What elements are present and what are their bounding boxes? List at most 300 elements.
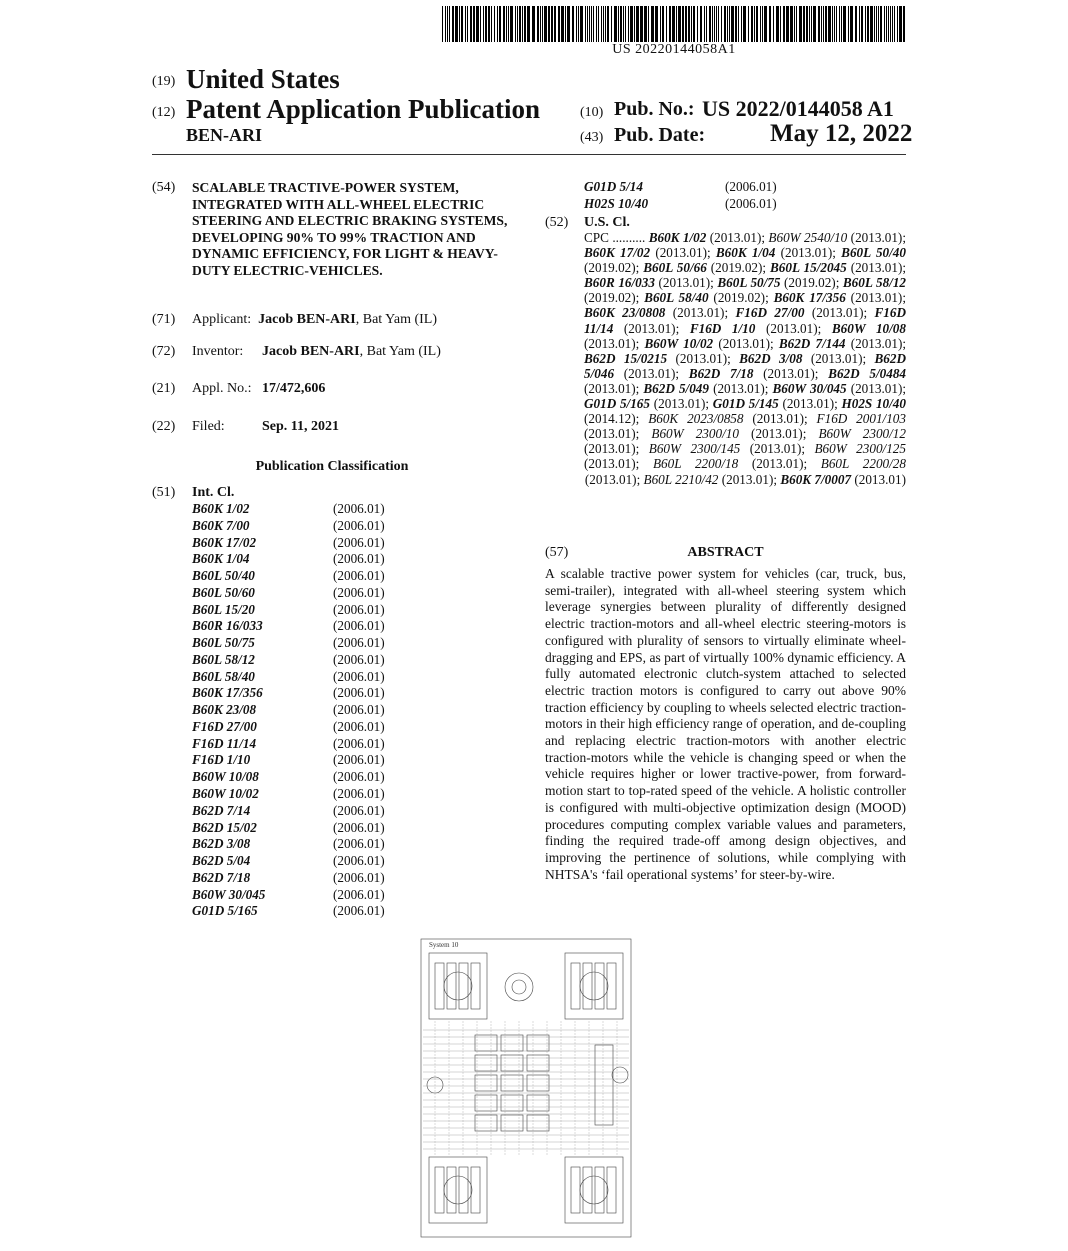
barcode-bar	[821, 6, 822, 42]
barcode-bar	[524, 6, 526, 42]
barcode-bar	[630, 6, 633, 42]
int-cl-code-value: B60W 10/08	[192, 769, 259, 785]
int-cl-row	[192, 870, 412, 887]
barcode-bar	[839, 6, 840, 42]
barcode-bar	[861, 6, 863, 42]
barcode-bar	[449, 6, 450, 42]
int-cl-code-value: B62D 5/04	[192, 853, 251, 869]
barcode-bar	[818, 6, 820, 42]
barcode-bar	[565, 6, 566, 42]
cpc-code: B60K 1/02	[648, 230, 707, 245]
barcode-bar	[634, 6, 635, 42]
cpc-version: (2013.01)	[854, 471, 906, 487]
int-cl-row	[584, 179, 804, 196]
barcode-bar	[783, 6, 785, 42]
barcode-bar	[455, 6, 458, 42]
int-cl-version: (2006.01)	[333, 668, 385, 684]
cpc-code: B60L 50/75	[717, 275, 781, 291]
motor-block	[447, 1167, 456, 1213]
barcode-bar	[666, 6, 667, 42]
patent-title: SCALABLE TRACTIVE-POWER SYSTEM, INTEGRATED WITH ALL-WHEEL ELECTRIC STEERING AND ELECTRIC BRAKING SYSTEMS, DEVELOPING 90% TO 99% TRACTION AND DYNAMIC EFFICIENCY, FOR LIGHT & HEAVY-DUTY ELECTRIC-VEHICLES.	[192, 180, 508, 278]
barcode-bar	[473, 6, 475, 42]
barcode-bar	[678, 6, 681, 42]
barcode-bar	[467, 6, 468, 42]
int-cl-row	[192, 602, 412, 619]
int-cl-row	[192, 903, 412, 920]
int-cl-version: (2006.01)	[333, 517, 385, 533]
controller-block	[501, 1035, 523, 1051]
barcode-bar	[445, 6, 446, 42]
int-cl-version: (2006.01)	[725, 179, 777, 194]
barcode-bar	[809, 6, 810, 42]
applicant-place: , Bat Yam (IL)	[355, 312, 438, 327]
cpc-code: B60L 58/40	[644, 290, 709, 306]
int-cl-version: (2006.01)	[333, 718, 385, 734]
pub-no-label: Pub. No.:	[614, 98, 695, 120]
figure-label: System 10	[429, 941, 459, 949]
cpc-code: B60W 2300/145	[648, 441, 741, 457]
barcode-bar	[648, 6, 649, 42]
cpc-code: B62D 5/049	[643, 380, 709, 396]
cpc-code: H02S 10/40	[841, 396, 906, 412]
cpc-code: B60W 2540/10	[768, 230, 848, 245]
cpc-code: B60K 7/0007	[780, 471, 852, 487]
barcode-bar	[834, 6, 835, 42]
barcode-bar	[876, 6, 877, 42]
motor-block	[583, 963, 592, 1009]
controller-block	[475, 1055, 497, 1071]
barcode-bar	[561, 6, 564, 42]
int-cl-version: (2006.01)	[333, 786, 385, 802]
barcode-bar	[651, 6, 654, 42]
controller-block	[501, 1055, 523, 1071]
barcode-bar	[476, 6, 479, 42]
cpc-version: (2013.01)	[584, 456, 636, 472]
barcode-bar	[721, 6, 722, 42]
code-43: (43)	[580, 130, 604, 145]
barcode-bar	[558, 6, 560, 42]
inventor-name: Jacob BEN-ARI	[262, 344, 360, 359]
cpc-classification: CPC .......... B60K 1/02 (2013.01); B60W 2540/10 (2013.01); B60K 17/02 (2013.01); B60K 1/04 (2013.01); B60L 50/40 (2019.02); B60L 50/66 (2019.02); B60L 15/2045 (2013.01); B60R 16/033 (2013.01); B60L 50/75 (2019.02); B60L 58/12 (2019.02); B60L 58/40 (2019.02); B60K 17/356 (2013.01); B60K 23/0808 (2013.01); F16D 27/00 (2013.01); F16D 11/14 (2013.01); F16D 1/10 (2013.01); B60W 10/08 (2013.01); B60W 10/02 (2013.01); B62D 7/144 (2013.01); B62D 15/0215 (2013.01); B62D 3/08 (2013.01); B62D 5/046 (2013.01); B62D 7/18 (2013.01); B62D 5/0484 (2013.01); B62D 5/049 (2013.01); B60W 30/045 (2013.01); G01D 5/165 (2013.01); G01D 5/145 (2013.01); H02S 10/40 (2014.12); B60K 2023/0858 (2013.01); F16D 2001/103 (2013.01); B60W 2300/10 (2013.01); B60W 2300/12 (2013.01); B60W 2300/145 (2013.01); B60W 2300/125 (2013.01); B60L 2200/18 (2013.01); B60L 2200/28 (2013.01); B60L 2210/42 (2013.01); B60K 7/0007 (2013.01)	[584, 230, 907, 487]
appl-no-value: 17/472,606	[262, 381, 326, 396]
barcode-bar	[886, 6, 887, 42]
barcode-bar	[623, 6, 624, 42]
drawing-frame	[421, 939, 631, 1237]
barcode-bar	[447, 6, 448, 42]
barcode-bar	[867, 6, 869, 42]
cpc-code: B60L 2200/18	[652, 456, 739, 472]
cpc-version: (2013.01)	[850, 290, 903, 306]
central-motor	[505, 973, 533, 1001]
cpc-version: (2013.01)	[810, 350, 863, 366]
barcode-bar	[605, 6, 606, 42]
inventor-field	[192, 344, 243, 360]
cpc-version: (2019.02)	[713, 290, 766, 306]
appl-no-label: Appl. No.:	[192, 381, 252, 396]
int-cl-code-value: B60K 17/356	[192, 685, 263, 701]
barcode-bar	[688, 6, 690, 42]
filed-code: (22)	[152, 419, 176, 434]
cpc-code: B62D 5/0484	[828, 365, 907, 381]
motor-block	[571, 963, 580, 1009]
barcode-bar	[751, 6, 753, 42]
barcode-bar	[452, 6, 454, 42]
cpc-version: (2013.01)	[718, 335, 770, 351]
cpc-version: (2013.01)	[623, 365, 676, 381]
cpc-version: (2013.01)	[850, 260, 903, 276]
controller-block	[501, 1075, 523, 1091]
barcode-bar	[813, 6, 816, 42]
barcode-bar	[769, 6, 771, 42]
controller-block	[527, 1095, 549, 1111]
barcode-bar	[865, 6, 866, 42]
barcode-bar	[644, 6, 647, 42]
barcode-bar	[494, 6, 495, 42]
barcode-bar	[551, 6, 553, 42]
int-cl-version: (2006.01)	[333, 685, 385, 701]
barcode-bar	[620, 6, 622, 42]
int-cl-code-value: B62D 7/14	[192, 802, 251, 818]
int-cl-version: (2006.01)	[333, 752, 385, 768]
int-cl-row	[584, 196, 804, 213]
barcode-bar	[470, 6, 472, 42]
int-cl-version: (2006.01)	[333, 651, 385, 667]
barcode-bar	[764, 6, 767, 42]
barcode-bar	[459, 6, 460, 42]
abstract-code: (57)	[545, 545, 569, 560]
motor-block	[571, 1167, 580, 1213]
barcode-bar	[662, 6, 664, 42]
motor-block	[607, 963, 616, 1009]
applicant-code: (71)	[152, 312, 176, 327]
barcode-bar	[578, 6, 579, 42]
publication-classification-heading: Publication Classification	[255, 459, 409, 474]
cpc-version: (2013.01)	[584, 335, 636, 351]
applicant-field	[192, 312, 437, 328]
barcode-bar	[894, 6, 895, 42]
abstract-heading: ABSTRACT	[687, 545, 764, 560]
int-cl-row	[192, 501, 412, 518]
barcode-bar	[685, 6, 687, 42]
cpc-version: (2019.02)	[584, 260, 636, 276]
cpc-code: B60L 2200/28	[820, 456, 906, 472]
barcode-bar	[760, 6, 761, 42]
controller-block	[527, 1075, 549, 1091]
int-cl-code-value: B60L 50/75	[192, 635, 255, 651]
pub-no: US 2022/0144058 A1	[702, 96, 894, 121]
barcode-bar	[589, 6, 590, 42]
int-cl-version: (2006.01)	[333, 819, 385, 835]
int-cl-version: (2006.01)	[333, 501, 385, 516]
barcode-bar	[735, 6, 737, 42]
cpc-code: B60W 2300/10	[651, 426, 739, 442]
barcode-bar	[587, 6, 588, 42]
cpc-version: (2013.01)	[850, 335, 903, 351]
barcode-bar	[716, 6, 717, 42]
barcode-bar	[731, 6, 734, 42]
barcode-bar	[897, 6, 898, 42]
cpc-version: (2013.01)	[653, 396, 706, 412]
barcode-bar	[727, 6, 728, 42]
barcode-bar	[527, 6, 530, 42]
barcode-bar	[532, 6, 535, 42]
int-cl-row	[192, 769, 412, 786]
barcode-bar	[828, 6, 831, 42]
int-cl-continued-list	[584, 179, 804, 213]
cpc-code: B60K 17/02	[584, 245, 651, 261]
barcode-bar	[519, 6, 521, 42]
header-divider	[152, 154, 906, 155]
barcode-bar	[776, 6, 779, 42]
cpc-version: (2013.01)	[751, 426, 803, 442]
int-cl-code-value: B60K 7/00	[192, 517, 250, 533]
int-cl-code-value: B60K 23/08	[192, 702, 257, 718]
int-cl-row	[192, 836, 412, 853]
int-cl-row	[192, 752, 412, 769]
int-cl-version: (2006.01)	[333, 869, 385, 885]
int-cl-version: (2006.01)	[333, 601, 385, 617]
int-cl-row	[192, 853, 412, 870]
int-cl-row	[192, 568, 412, 585]
filed-value: Sep. 11, 2021	[262, 419, 340, 434]
barcode-bar	[693, 6, 695, 42]
barcode-bar	[803, 6, 805, 42]
inventor-code: (72)	[152, 344, 176, 359]
int-cl-code-value: B60L 15/20	[192, 601, 255, 617]
int-cl-version: (2006.01)	[333, 836, 385, 852]
barcode-bar	[697, 6, 698, 42]
barcode-bar	[859, 6, 860, 42]
cpc-code: F16D 2001/103	[816, 411, 906, 427]
inventor-label: Inventor:	[192, 344, 244, 359]
int-cl-version: (2006.01)	[333, 735, 385, 751]
barcode	[442, 6, 906, 42]
cpc-code: B62D 7/18	[688, 365, 754, 381]
barcode-bar	[522, 6, 523, 42]
barcode-bar	[591, 6, 592, 42]
int-cl-version: (2006.01)	[333, 702, 385, 718]
int-cl-row	[192, 669, 412, 686]
barcode-bar	[567, 6, 570, 42]
cpc-version: (2013.01)	[721, 471, 774, 487]
motor-block	[607, 1167, 616, 1213]
inventor-place: , Bat Yam (IL)	[359, 344, 441, 359]
barcode-bar	[903, 6, 905, 42]
barcode-bar	[880, 6, 882, 42]
cpc-code: B60W 30/045	[772, 380, 847, 396]
barcode-bar	[491, 6, 492, 42]
int-cl-code-value: B60K 17/02	[192, 534, 257, 550]
int-cl-row	[192, 820, 412, 837]
cpc-code: B60W 2300/12	[818, 426, 906, 442]
cpc-code: G01D 5/165	[584, 396, 650, 412]
us-cl-label: U.S. Cl.	[584, 215, 630, 230]
barcode-bar	[855, 6, 857, 42]
int-cl-code-value: H02S 10/40	[584, 195, 649, 211]
int-cl-version: (2006.01)	[725, 195, 777, 211]
cpc-version: (2013.01)	[811, 305, 864, 321]
cpc-code: B62D 5/046	[584, 350, 907, 381]
int-cl-version: (2006.01)	[333, 802, 385, 818]
cpc-code: B60K 2023/0858	[648, 411, 744, 427]
motor-block	[459, 963, 468, 1009]
controller-block	[475, 1095, 497, 1111]
barcode-bar	[618, 6, 619, 42]
cpc-version: (2013.01)	[850, 230, 903, 245]
barcode-bar	[548, 6, 550, 42]
country: United States	[186, 64, 340, 94]
int-cl-version: (2006.01)	[333, 534, 385, 550]
int-cl-version: (2006.01)	[333, 853, 385, 869]
pub-date-label: Pub. Date:	[614, 124, 706, 146]
central-motor-core	[512, 980, 526, 994]
barcode-bar	[762, 6, 763, 42]
motor-block	[583, 1167, 592, 1213]
barcode-bar	[712, 6, 713, 42]
motor-block	[595, 1167, 604, 1213]
barcode-bar	[832, 6, 833, 42]
cpc-code: B60K 1/04	[715, 245, 776, 261]
cpc-version: (2013.01)	[780, 245, 833, 261]
filed-label: Filed:	[192, 419, 225, 434]
int-cl-code-value: B62D 7/18	[192, 869, 251, 885]
int-cl-row	[192, 803, 412, 820]
barcode-bar	[580, 6, 583, 42]
cpc-code: B60L 50/66	[643, 260, 707, 276]
title-code: (54)	[152, 180, 176, 195]
barcode-bar	[724, 6, 726, 42]
cpc-version: (2013.01)	[752, 411, 805, 427]
cpc-code: B60W 10/02	[644, 335, 714, 351]
cpc-version: (2013.01)	[850, 380, 903, 396]
int-cl-code-value: G01D 5/14	[584, 179, 643, 194]
cpc-code: B62D 3/08	[739, 350, 803, 366]
int-cl-code-value: B60L 58/40	[192, 668, 255, 684]
cpc-version: (2013.01)	[765, 320, 818, 336]
barcode-bar	[748, 6, 749, 42]
controller-block	[527, 1115, 549, 1131]
barcode-bar	[888, 6, 889, 42]
barcode-number: US 20220144058A1	[612, 42, 736, 57]
barcode-bar	[682, 6, 684, 42]
int-cl-code: (51)	[152, 485, 176, 500]
cpc-version: (2019.02)	[710, 260, 763, 276]
barcode-bar	[499, 6, 501, 42]
int-cl-code-value: F16D 1/10	[192, 752, 251, 768]
cpc-code: F16D 1/10	[689, 320, 756, 336]
barcode-bar	[655, 6, 658, 42]
controller-block	[527, 1035, 549, 1051]
cpc-code: F16D 11/14	[584, 305, 907, 336]
int-cl-list	[192, 501, 412, 920]
barcode-bar	[585, 6, 586, 42]
barcode-bar	[672, 6, 675, 42]
cpc-version: (2019.02)	[784, 275, 836, 291]
barcode-bar	[542, 6, 543, 42]
int-cl-version: (2006.01)	[333, 568, 385, 584]
motor-block	[435, 963, 444, 1009]
int-cl-row	[192, 719, 412, 736]
abstract-text: A scalable tractive power system for vehicles (car, truck, bus, semi-trailer), integrated with all-wheel steering system which leverage synergies between plurality of differently designed electric traction-motors and all-wheel electric steering-motors is configured with plurality of sensors to virtually eliminate wheel-dragging and EPS, as part of virtually 100% dynamic efficiency. A fully automated electronic clutch-system attached to selected electric traction motors is configured to carry out above 90% traction efficiency by coupling to wheels selected electric traction-motors in their high efficiency range of operation, and de-coupling and replacing electric traction-motors with another electric traction-motors while the vehicle is changing speed or when the vehicle requires higher or lower tractive-power, from forward-motion start to top-rated speed of the vehicle. A holistic controller is configured with multi-objective optimization design (MOOD) procedures computing complex variable values and parameters, finding the required trade-off among design objectives, and improving the pertinence of solutions, while complying with NHTSA's ‘fail operational systems’ for steer-by-wire.	[545, 566, 906, 882]
barcode-bar	[572, 6, 574, 42]
barcode-bar	[598, 6, 599, 42]
cpc-code: B62D 7/144	[778, 335, 846, 351]
int-cl-code-value: F16D 27/00	[192, 718, 257, 734]
barcode-bar	[841, 6, 842, 42]
cpc-code: B60L 15/2045	[770, 260, 847, 276]
barcode-bar	[614, 6, 617, 42]
int-cl-code-value: B62D 15/02	[192, 819, 257, 835]
barcode-bar	[700, 6, 702, 42]
barcode-bar	[811, 6, 812, 42]
controller-block	[475, 1115, 497, 1131]
cpc-version: (2013.01)	[658, 275, 711, 291]
int-cl-row	[192, 736, 412, 753]
barcode-bar	[706, 6, 707, 42]
barcode-bar	[870, 6, 873, 42]
cpc-version: (2013.01)	[584, 426, 636, 442]
inventor-value	[262, 344, 441, 360]
controller-block	[501, 1115, 523, 1131]
int-cl-code-value: B62D 3/08	[192, 836, 251, 852]
cpc-version: (2013.01)	[675, 350, 728, 366]
int-cl-code-value: B60W 10/02	[192, 786, 259, 802]
barcode-bar	[799, 6, 802, 42]
cpc-dots: ..........	[612, 230, 646, 245]
appl-no-code: (21)	[152, 381, 176, 396]
barcode-bar	[741, 6, 742, 42]
representative-drawing	[415, 935, 637, 1241]
barcode-bar	[461, 6, 463, 42]
barcode-bar	[825, 6, 827, 42]
barcode-bar	[596, 6, 597, 42]
cpc-code: B60L 58/12	[842, 275, 907, 291]
barcode-bar	[603, 6, 604, 42]
cpc-version: (2013.01)	[709, 230, 762, 245]
barcode-bar	[890, 6, 891, 42]
barcode-bar	[714, 6, 715, 42]
sensor-bus	[595, 1045, 613, 1125]
int-cl-row	[192, 652, 412, 669]
barcode-bar	[485, 6, 487, 42]
cpc-version: (2013.01)	[749, 441, 802, 457]
inventor-surname: BEN-ARI	[186, 125, 263, 145]
int-cl-code-value: B60R 16/033	[192, 618, 263, 634]
barcode-bar	[636, 6, 639, 42]
barcode-bar	[625, 6, 626, 42]
int-cl-version: (2006.01)	[333, 551, 385, 567]
motor-block	[459, 1167, 468, 1213]
barcode-bar	[878, 6, 879, 42]
int-cl-row	[192, 887, 412, 904]
cpc-code: B60L 2210/42	[643, 471, 719, 487]
barcode-bar	[554, 6, 556, 42]
cpc-version: (2013.01)	[584, 441, 636, 457]
cpc-version: (2019.02)	[584, 290, 636, 306]
barcode-bar	[691, 6, 692, 42]
pub-date: May 12, 2022	[770, 120, 913, 147]
int-cl-row	[192, 535, 412, 552]
barcode-bar	[790, 6, 793, 42]
int-cl-row	[192, 585, 412, 602]
motor-block	[447, 963, 456, 1009]
barcode-bar	[537, 6, 539, 42]
barcode-bar	[709, 6, 711, 42]
int-cl-row	[192, 551, 412, 568]
barcode-bar	[640, 6, 643, 42]
cpc-code: B60K 23/0808	[584, 305, 666, 321]
barcode-bar	[874, 6, 875, 42]
